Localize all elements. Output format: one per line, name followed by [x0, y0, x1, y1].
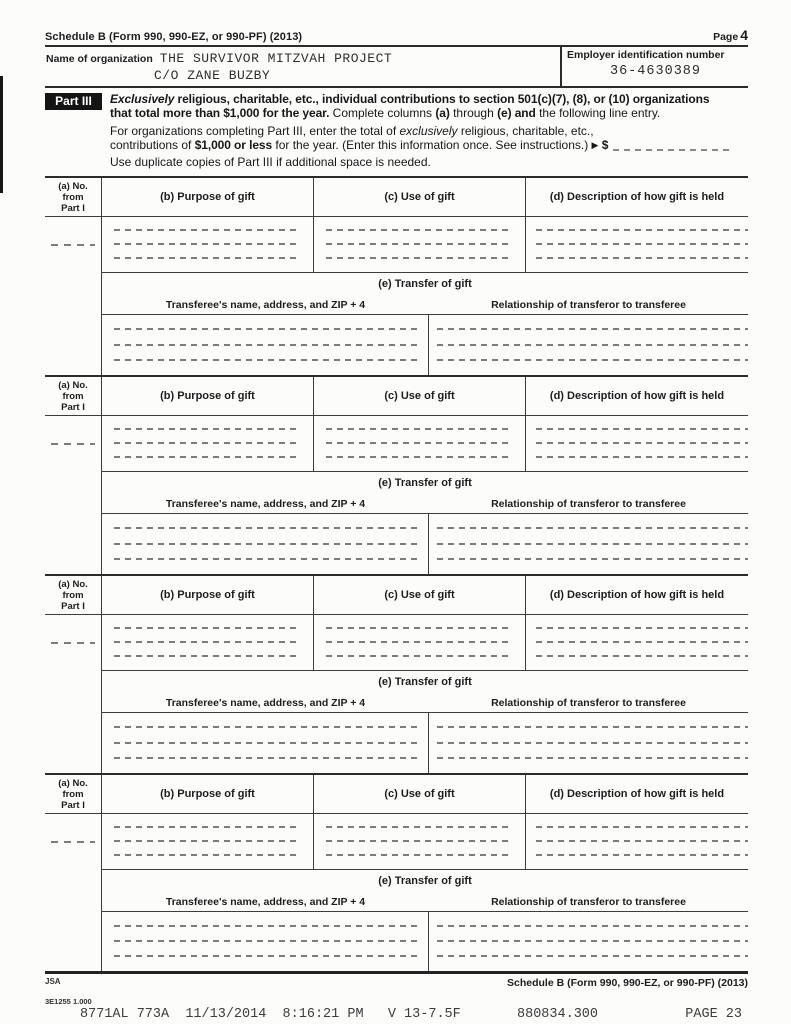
blank-entry-line [326, 243, 511, 245]
relationship-header: Relationship of transferor to transferee [491, 298, 686, 311]
blank-entry-line [326, 442, 511, 444]
use-of-gift-field [314, 615, 526, 670]
part-iii-paragraph-3: Use duplicate copies of Part III if additional space is needed. [110, 155, 431, 169]
blank-entry-line [437, 940, 748, 942]
batch-number: 880834.300 [517, 1006, 599, 1022]
blank-entry-line [114, 428, 299, 430]
blank-entry-line [437, 558, 748, 560]
blank-entry-line [114, 257, 299, 259]
blank-entry-line [114, 655, 299, 657]
transfer-of-gift-title: (e) Transfer of gift [378, 874, 472, 887]
blank-entry-line [536, 428, 748, 430]
blank-entry-line [114, 840, 299, 842]
page-header [45, 27, 748, 47]
relationship-header: Relationship of transferor to transferee [491, 696, 686, 709]
transferee-field [102, 514, 429, 574]
blank-entry-line [326, 229, 511, 231]
blank-entry-line [51, 443, 95, 445]
section-main [102, 775, 748, 971]
blank-entry-line [437, 328, 748, 330]
gift-section-2 [45, 377, 748, 576]
blank-entry-line [437, 757, 748, 759]
relationship-field [429, 514, 748, 574]
part-iii-instructions [110, 93, 748, 170]
blank-entry-line [114, 627, 299, 629]
transfer-entry-rows [102, 713, 748, 773]
schedule-title: Schedule B (Form 990, 990-EZ, or 990-PF) (2013) [45, 31, 303, 43]
transfer-entry-rows [102, 514, 748, 574]
col-a-rail [45, 178, 102, 375]
use-of-gift-field [314, 814, 526, 869]
organization-cell [45, 47, 560, 86]
jsa-label: JSA [45, 976, 61, 986]
description-of-gift-field [526, 217, 748, 272]
blank-entry-line [114, 558, 420, 560]
use-of-gift-header: (c) Use of gift [314, 178, 526, 216]
blank-entry-line [326, 641, 511, 643]
part-iii-paragraph-1: Exclusively religious, charitable, etc., individual contributions to section 501(c)(7), (8), or (10) organizations that total more than $1,000 for the year. Complete columns (a) through (e) and the following line entry. [110, 92, 710, 120]
blank-entry-line [114, 940, 420, 942]
blank-entry-line [437, 527, 748, 529]
transferee-field [102, 713, 429, 773]
blank-entry-line [114, 328, 420, 330]
section-main [102, 178, 748, 375]
transfer-of-gift-title: (e) Transfer of gift [378, 277, 472, 290]
ein-label: Employer identification number [567, 49, 725, 61]
blank-entry-line [51, 841, 95, 843]
transferee-header: Transferee's name, address, and ZIP + 4 [165, 696, 366, 709]
blank-entry-line [114, 955, 420, 957]
transfer-of-gift-title: (e) Transfer of gift [378, 476, 472, 489]
blank-entry-line [437, 925, 748, 927]
transferee-header: Transferee's name, address, and ZIP + 4 [165, 298, 366, 311]
no-from-part1-field [45, 416, 101, 472]
blank-entry-line [437, 344, 748, 346]
section-main [102, 377, 748, 574]
blank-entry-line [536, 655, 748, 657]
col-a-header: (a) No. from Part I [45, 576, 101, 615]
blank-entry-line [114, 757, 420, 759]
transfer-headers [102, 892, 748, 912]
col-a-header: (a) No. from Part I [45, 377, 101, 416]
purpose-of-gift-header: (b) Purpose of gift [102, 576, 314, 614]
blank-entry-line [326, 826, 511, 828]
blank-entry-line [536, 854, 748, 856]
blank-entry-line [437, 543, 748, 545]
description-of-gift-field [526, 416, 748, 471]
gift-section-3 [45, 576, 748, 775]
blank-entry-line [536, 456, 748, 458]
blank-entry-line [114, 854, 299, 856]
arrow-icon: ▶ [591, 139, 599, 150]
blank-entry-line [326, 840, 511, 842]
organization-row [45, 47, 748, 88]
name-of-organization-label: Name of organization [46, 53, 153, 65]
blank-entry-line [536, 257, 748, 259]
description-of-gift-header: (d) Description of how gift is held [549, 190, 725, 203]
blank-entry-line [114, 543, 420, 545]
schedule-reference: Schedule B (Form 990, 990-EZ, or 990-PF) (2013) [507, 976, 748, 989]
transfer-headers [102, 295, 748, 315]
transferee-header: Transferee's name, address, and ZIP + 4 [165, 497, 366, 510]
blank-entry-line [536, 641, 748, 643]
total-entry-line [613, 149, 729, 151]
relationship-field [429, 912, 748, 971]
transferee-field [102, 912, 429, 971]
purpose-of-gift-header: (b) Purpose of gift [102, 178, 314, 216]
use-of-gift-header: (c) Use of gift [314, 377, 526, 415]
use-of-gift-header: (c) Use of gift [314, 576, 526, 614]
blank-entry-line [114, 229, 299, 231]
blank-entry-line [437, 726, 748, 728]
gift-entry-row [102, 416, 748, 472]
organization-name: THE SURVIVOR MITZVAH PROJECT [159, 51, 393, 66]
column-headers [102, 377, 748, 416]
blank-entry-line [114, 243, 299, 245]
col-a-header: (a) No. from Part I [45, 178, 101, 217]
no-from-part1-field [45, 217, 101, 273]
purpose-of-gift-field [102, 814, 314, 869]
purpose-of-gift-header: (b) Purpose of gift [102, 775, 314, 813]
blank-entry-line [536, 243, 748, 245]
blank-entry-line [326, 854, 511, 856]
scan-edge-artifact [0, 76, 3, 193]
use-of-gift-field [314, 416, 526, 471]
relationship-header: Relationship of transferor to transferee [491, 895, 686, 908]
blank-entry-line [114, 925, 420, 927]
col-a-rail [45, 377, 102, 574]
purpose-of-gift-field [102, 416, 314, 471]
column-headers [102, 178, 748, 217]
blank-entry-line [326, 655, 511, 657]
blank-entry-line [536, 840, 748, 842]
transfer-of-gift-title: (e) Transfer of gift [378, 675, 472, 688]
description-of-gift-header: (d) Description of how gift is held [549, 787, 725, 800]
blank-entry-line [114, 527, 420, 529]
blank-entry-line [437, 955, 748, 957]
print-info-row [45, 1007, 748, 1024]
blank-entry-line [536, 627, 748, 629]
column-headers [102, 576, 748, 615]
blank-entry-line [51, 642, 95, 644]
section-main [102, 576, 748, 773]
transfer-entry-rows [102, 912, 748, 971]
purpose-of-gift-field [102, 615, 314, 670]
part-iii-table [45, 176, 748, 974]
blank-entry-line [114, 826, 299, 828]
transferee-field [102, 315, 429, 375]
purpose-of-gift-header: (b) Purpose of gift [102, 377, 314, 415]
blank-entry-line [536, 229, 748, 231]
description-of-gift-header: (d) Description of how gift is held [549, 389, 725, 402]
no-from-part1-field [45, 615, 101, 671]
blank-entry-line [437, 742, 748, 744]
gift-entry-row [102, 615, 748, 671]
blank-entry-line [326, 627, 511, 629]
transfer-headers [102, 693, 748, 713]
transfer-headers [102, 494, 748, 514]
relationship-field [429, 315, 748, 375]
part-iii-paragraph-2: For organizations completing Part III, enter the total of exclusively religious, charitable, etc., contributions of $1,000 or less for the year. (Enter this information once. See instructions.) ▶ $ [110, 125, 748, 152]
col-a-rail [45, 576, 102, 773]
blank-entry-line [326, 428, 511, 430]
blank-entry-line [536, 442, 748, 444]
column-headers [102, 775, 748, 814]
print-info: 8771AL 773A 11/13/2014 8:16:21 PM V 13-7.5F [80, 1006, 461, 1022]
blank-entry-line [114, 742, 420, 744]
gift-entry-row [102, 814, 748, 870]
blank-entry-line [326, 456, 511, 458]
col-a-rail [45, 775, 102, 971]
blank-entry-line [114, 442, 299, 444]
use-of-gift-field [314, 217, 526, 272]
blank-entry-line [114, 359, 420, 361]
blank-entry-line [114, 344, 420, 346]
relationship-field [429, 713, 748, 773]
blank-entry-line [114, 726, 420, 728]
form-code: 3E1255 1.000 [45, 996, 92, 1006]
blank-entry-line [326, 257, 511, 259]
page-footer [45, 977, 748, 989]
blank-entry-line [114, 456, 299, 458]
page-reference: PAGE 23 [685, 1006, 742, 1022]
description-of-gift-field [526, 814, 748, 869]
page-indicator [713, 27, 748, 43]
part-iii-heading [45, 93, 748, 170]
transfer-entry-rows [102, 315, 748, 375]
relationship-header: Relationship of transferor to transferee [491, 497, 686, 510]
no-from-part1-field [45, 814, 101, 870]
blank-entry-line [114, 641, 299, 643]
transferee-header: Transferee's name, address, and ZIP + 4 [165, 895, 366, 908]
ein-value: 36-4630389 [609, 64, 701, 79]
gift-section-4 [45, 775, 748, 974]
blank-entry-line [437, 359, 748, 361]
page-word: Page [713, 31, 739, 43]
description-of-gift-header: (d) Description of how gift is held [549, 588, 725, 601]
blank-entry-line [536, 826, 748, 828]
description-of-gift-field [526, 615, 748, 670]
gift-entry-row [102, 217, 748, 273]
use-of-gift-header: (c) Use of gift [314, 775, 526, 813]
ein-cell [560, 47, 748, 86]
part-iii-badge: Part III [45, 93, 102, 110]
purpose-of-gift-field [102, 217, 314, 272]
gift-section-1 [45, 178, 748, 377]
blank-entry-line [51, 244, 95, 246]
organization-care-of: C/O ZANE BUZBY [154, 68, 271, 83]
page-number: 4 [740, 27, 748, 43]
col-a-header: (a) No. from Part I [45, 775, 101, 814]
